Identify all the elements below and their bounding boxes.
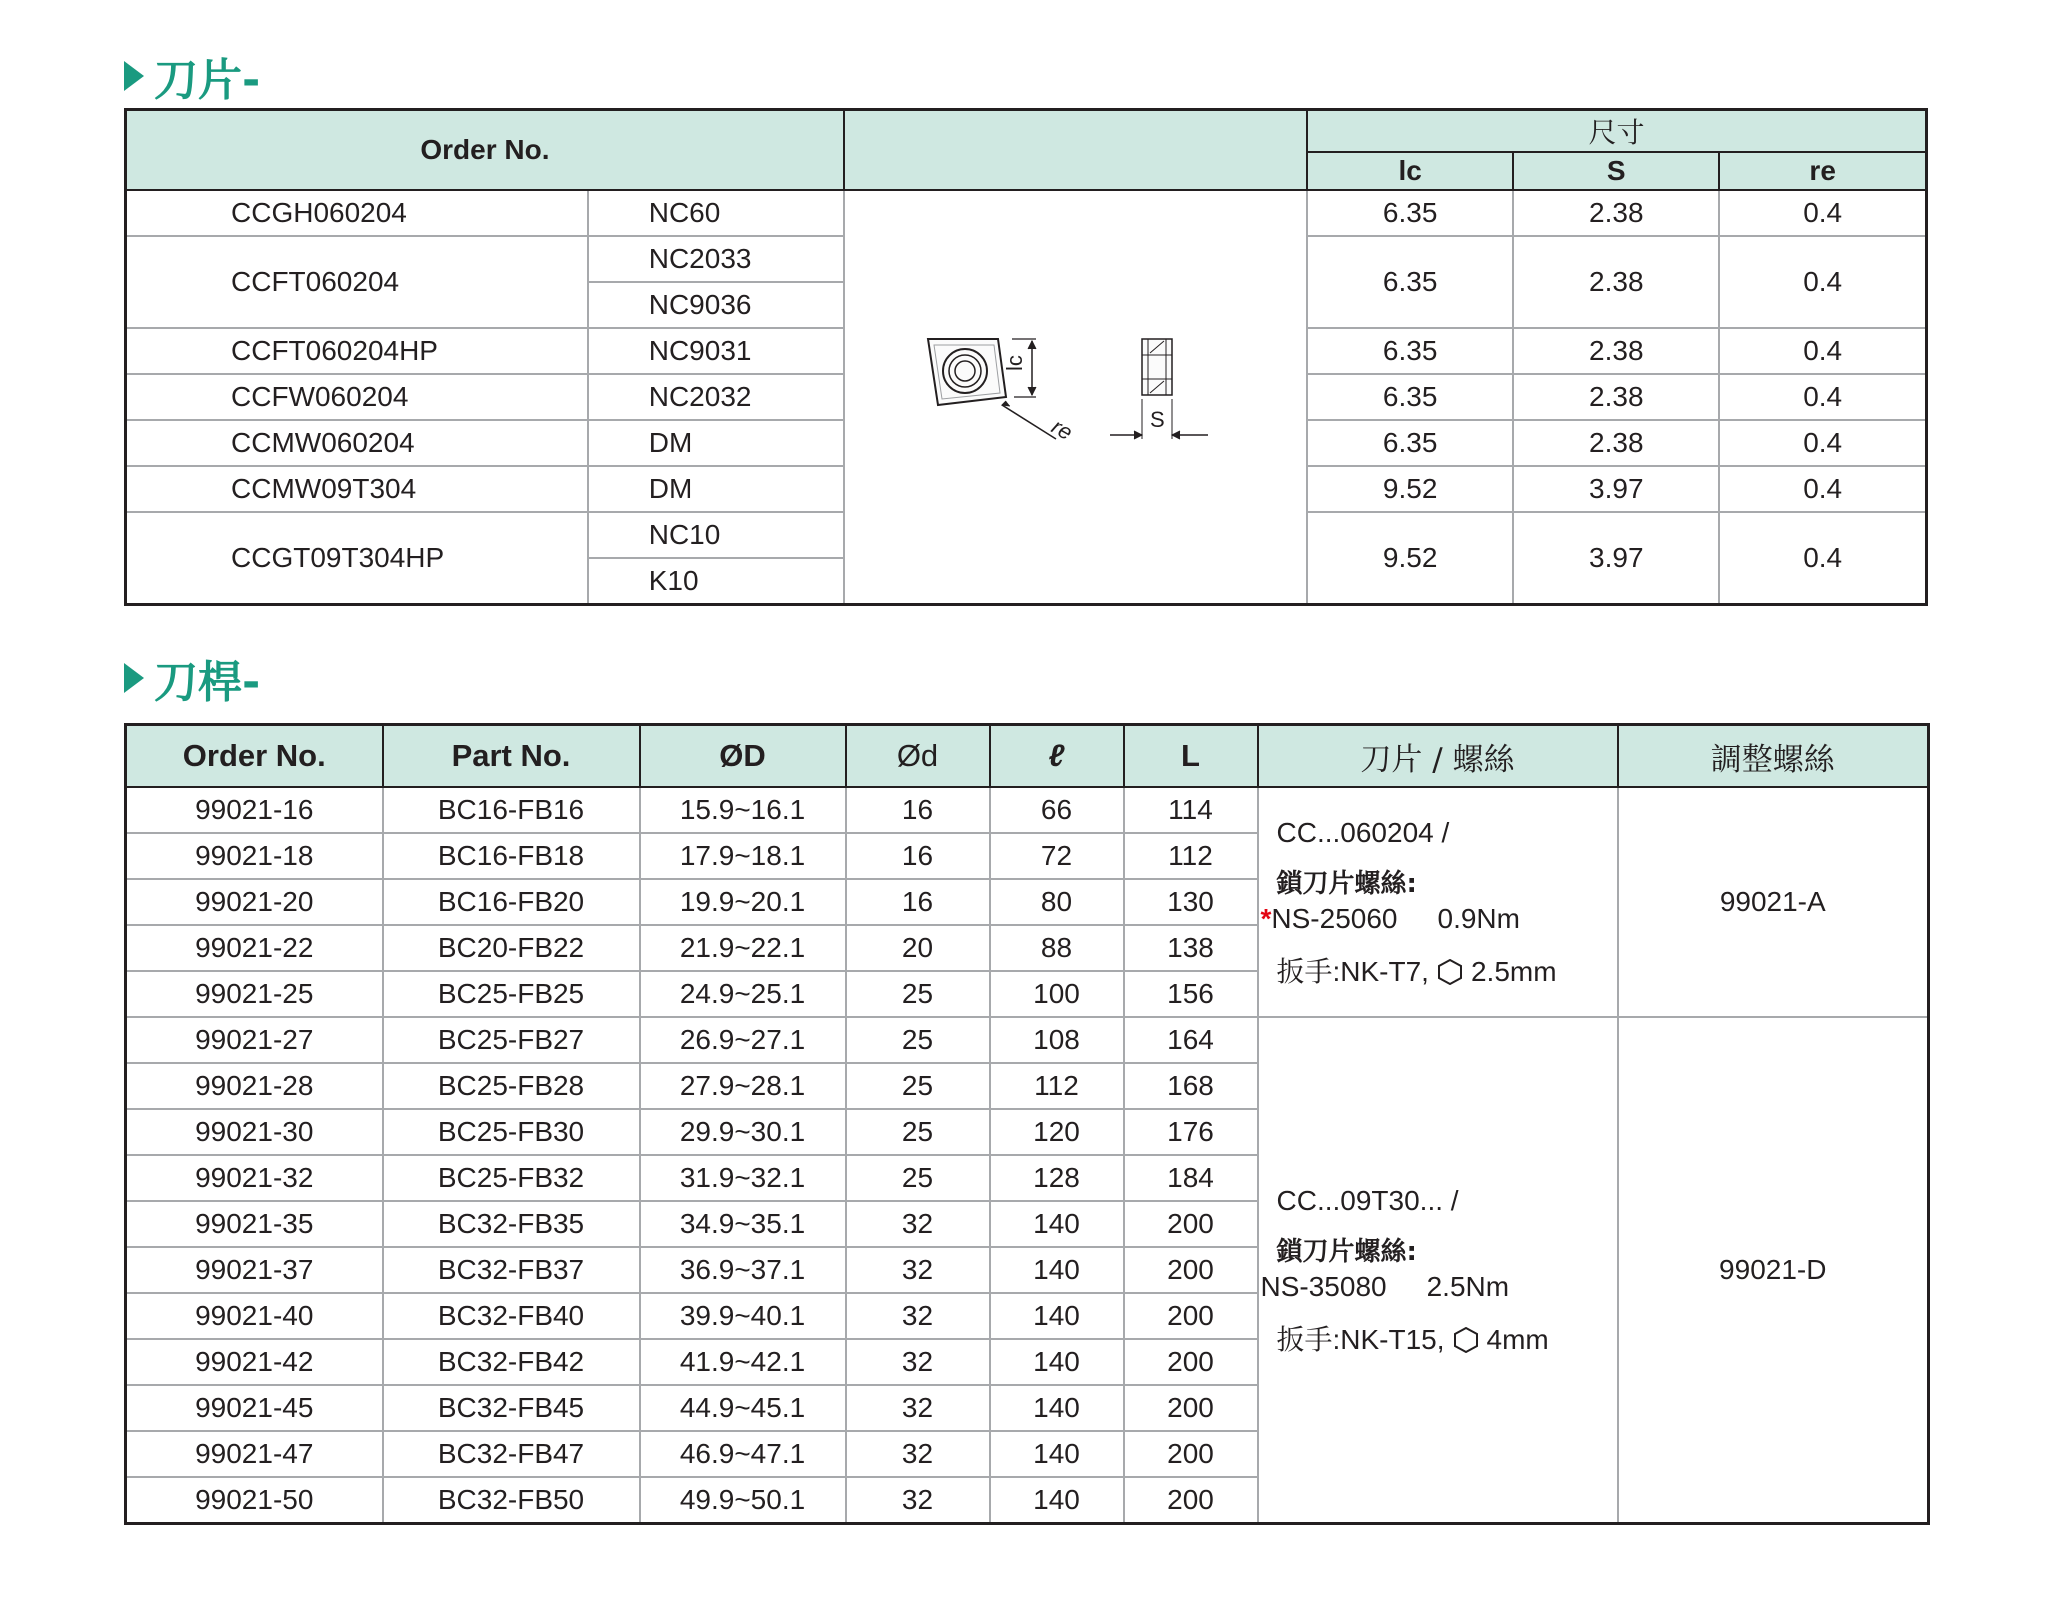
insert-s-cell: 3.97 [1513,512,1719,605]
insert-order-cell: CCGT09T304HP [126,512,588,605]
insert-top-view [928,339,1056,439]
holder-d-cell: 32 [846,1385,990,1431]
star-mark: * [1260,902,1272,934]
holder-D-cell: 19.9~20.1 [640,879,846,925]
insert-section-title-text: 刀片- [154,55,261,106]
hex-size: 2.5mm [1470,955,1557,987]
insert-re-cell: 0.4 [1719,420,1926,466]
holder-table [124,723,1930,1525]
insert-lc-cell: 6.35 [1307,236,1513,328]
holder-D-cell: 46.9~47.1 [640,1431,846,1477]
holder-part-cell: BC32-FB35 [383,1201,640,1247]
insert-grade-cell: NC60 [588,190,844,236]
insert-grade-cell: NC9036 [588,282,844,328]
holder-l-cell: 112 [990,1063,1124,1109]
holder-part-cell: BC32-FB37 [383,1247,640,1293]
holder-header-part-no: Part No. [383,725,640,788]
insert-header-dimensions: 尺寸 [1307,110,1926,153]
insert-grade-cell: NC2033 [588,236,844,282]
holder-D-cell: 49.9~50.1 [640,1477,846,1524]
holder-L-cell: 114 [1124,787,1258,833]
holder-D-cell: 27.9~28.1 [640,1063,846,1109]
diagram-lc-label: lc [1002,354,1028,371]
insert-header-lc: lc [1307,152,1513,190]
holder-order-cell: 99021-37 [126,1247,383,1293]
holder-D-cell: 39.9~40.1 [640,1293,846,1339]
holder-D-cell: 44.9~45.1 [640,1385,846,1431]
insert-header-order-no: Order No. [126,110,844,191]
holder-D-cell: 31.9~32.1 [640,1155,846,1201]
holder-part-cell: BC32-FB40 [383,1293,640,1339]
insert-re-cell: 0.4 [1719,236,1926,328]
holder-d-cell: 32 [846,1477,990,1524]
insert-re-cell: 0.4 [1719,374,1926,420]
holder-L-cell: 112 [1124,833,1258,879]
triangle-bullet-icon [124,61,144,91]
insert-order-cell: CCMW060204 [126,420,588,466]
holder-L-cell: 130 [1124,879,1258,925]
insert-grade-cell: DM [588,466,844,512]
screw-code: NS-25060 [1271,902,1398,934]
holder-D-cell: 36.9~37.1 [640,1247,846,1293]
holder-d-cell: 25 [846,971,990,1017]
holder-section-title [124,646,260,710]
screw-torque: 0.9Nm [1437,902,1520,934]
insert-lc-cell: 6.35 [1307,374,1513,420]
insert-grade-cell: DM [588,420,844,466]
holder-l-cell: 140 [990,1431,1124,1477]
holder-l-cell: 100 [990,971,1124,1017]
holder-L-cell: 200 [1124,1247,1258,1293]
holder-part-cell: BC32-FB45 [383,1385,640,1431]
insert-grade-cell: NC2032 [588,374,844,420]
holder-l-cell: 140 [990,1247,1124,1293]
holder-part-cell: BC16-FB16 [383,787,640,833]
insert-diagram-cell [844,190,1307,605]
holder-l-cell: 140 [990,1339,1124,1385]
holder-l-cell: 140 [990,1477,1124,1524]
insert-lc-cell: 9.52 [1307,466,1513,512]
insert-lc-cell: 6.35 [1307,420,1513,466]
holder-header-D: ØD [640,725,846,788]
holder-L-cell: 168 [1124,1063,1258,1109]
hexagon-icon [1453,1327,1479,1353]
holder-order-cell: 99021-42 [126,1339,383,1385]
holder-l-cell: 80 [990,879,1124,925]
insert-re-cell: 0.4 [1719,466,1926,512]
insert-s-cell: 2.38 [1513,374,1719,420]
holder-l-cell: 120 [990,1109,1124,1155]
holder-D-cell: 24.9~25.1 [640,971,846,1017]
hexagon-icon [1437,959,1463,985]
adjust-screw-cell: 99021-A [1618,787,1929,1017]
holder-part-cell: BC20-FB22 [383,925,640,971]
holder-d-cell: 16 [846,833,990,879]
holder-order-cell: 99021-40 [126,1293,383,1339]
holder-d-cell: 32 [846,1247,990,1293]
insert-lc-cell: 9.52 [1307,512,1513,605]
table-row [126,190,1927,236]
insert-header-s: S [1513,152,1719,190]
holder-d-cell: 32 [846,1431,990,1477]
holder-order-cell: 99021-35 [126,1201,383,1247]
screw-torque: 2.5Nm [1426,1270,1510,1302]
holder-l-cell: 140 [990,1385,1124,1431]
diagram-re-label: re [1047,413,1078,445]
insert-s-cell: 2.38 [1513,420,1719,466]
screw-label: 鎖刀片螺絲: [1276,1237,1417,1268]
table-row [126,787,1929,833]
holder-part-cell: BC16-FB20 [383,879,640,925]
holder-d-cell: 16 [846,787,990,833]
holder-D-cell: 21.9~22.1 [640,925,846,971]
holder-order-cell: 99021-45 [126,1385,383,1431]
insert-re-cell: 0.4 [1719,190,1926,236]
holder-order-cell: 99021-32 [126,1155,383,1201]
holder-section-title-text: 刀桿- [154,657,261,708]
holder-header-order-no: Order No. [126,725,383,788]
holder-header-l: ℓ [990,725,1124,788]
insert-type-text: CC...09T30... / [1276,1185,1459,1217]
screw-code: NS-35080 [1260,1270,1387,1302]
insert-section-title [124,44,260,108]
holder-L-cell: 156 [1124,971,1258,1017]
holder-part-cell: BC32-FB42 [383,1339,640,1385]
holder-d-cell: 25 [846,1063,990,1109]
holder-part-cell: BC25-FB28 [383,1063,640,1109]
holder-D-cell: 34.9~35.1 [640,1201,846,1247]
insert-order-cell: CCMW09T304 [126,466,588,512]
insert-screw-cell [1258,1017,1618,1524]
holder-l-cell: 140 [990,1293,1124,1339]
holder-l-cell: 66 [990,787,1124,833]
screw-label: 鎖刀片螺絲: [1276,869,1417,900]
holder-d-cell: 25 [846,1109,990,1155]
holder-D-cell: 41.9~42.1 [640,1339,846,1385]
insert-header-re: re [1719,152,1926,190]
holder-d-cell: 25 [846,1017,990,1063]
holder-l-cell: 88 [990,925,1124,971]
holder-order-cell: 99021-47 [126,1431,383,1477]
holder-L-cell: 176 [1124,1109,1258,1155]
insert-lc-cell: 6.35 [1307,190,1513,236]
holder-part-cell: BC16-FB18 [383,833,640,879]
insert-s-cell: 3.97 [1513,466,1719,512]
holder-L-cell: 200 [1124,1385,1258,1431]
holder-part-cell: BC25-FB25 [383,971,640,1017]
holder-header-adjust-screw: 調整螺絲 [1618,725,1929,788]
holder-order-cell: 99021-27 [126,1017,383,1063]
holder-part-cell: BC32-FB50 [383,1477,640,1524]
wrench-text: 扳手:NK-T15, [1276,1323,1445,1355]
insert-order-cell: CCFT060204HP [126,328,588,374]
holder-l-cell: 140 [990,1201,1124,1247]
holder-L-cell: 138 [1124,925,1258,971]
holder-l-cell: 128 [990,1155,1124,1201]
holder-order-cell: 99021-50 [126,1477,383,1524]
hex-size: 4mm [1486,1323,1549,1355]
insert-diagram [910,319,1240,469]
holder-L-cell: 184 [1124,1155,1258,1201]
insert-grade-cell: K10 [588,558,844,605]
holder-header-L: L [1124,725,1258,788]
holder-L-cell: 200 [1124,1201,1258,1247]
holder-order-cell: 99021-25 [126,971,383,1017]
holder-order-cell: 99021-28 [126,1063,383,1109]
holder-d-cell: 20 [846,925,990,971]
insert-grade-cell: NC10 [588,512,844,558]
holder-order-cell: 99021-30 [126,1109,383,1155]
insert-re-cell: 0.4 [1719,512,1926,605]
table-row [126,1017,1929,1063]
insert-re-cell: 0.4 [1719,328,1926,374]
holder-L-cell: 164 [1124,1017,1258,1063]
holder-D-cell: 17.9~18.1 [640,833,846,879]
adjust-screw-cell: 99021-D [1618,1017,1929,1524]
holder-d-cell: 16 [846,879,990,925]
holder-d-cell: 32 [846,1339,990,1385]
holder-part-cell: BC25-FB30 [383,1109,640,1155]
insert-header-diagram [844,110,1307,191]
holder-d-cell: 32 [846,1293,990,1339]
holder-L-cell: 200 [1124,1431,1258,1477]
holder-order-cell: 99021-22 [126,925,383,971]
wrench-text: 扳手:NK-T7, [1276,955,1429,987]
insert-type-text: CC...060204 / [1276,817,1450,849]
holder-part-cell: BC32-FB47 [383,1431,640,1477]
insert-s-cell: 2.38 [1513,328,1719,374]
holder-l-cell: 72 [990,833,1124,879]
holder-header-insert-screw: 刀片 / 螺絲 [1258,725,1618,788]
holder-header-d: Ød [846,725,990,788]
insert-order-cell: CCFW060204 [126,374,588,420]
holder-order-cell: 99021-16 [126,787,383,833]
holder-L-cell: 200 [1124,1293,1258,1339]
holder-part-cell: BC25-FB32 [383,1155,640,1201]
holder-l-cell: 108 [990,1017,1124,1063]
insert-s-cell: 2.38 [1513,190,1719,236]
insert-grade-cell: NC9031 [588,328,844,374]
holder-D-cell: 15.9~16.1 [640,787,846,833]
holder-d-cell: 25 [846,1155,990,1201]
triangle-bullet-icon [124,663,144,693]
holder-d-cell: 32 [846,1201,990,1247]
holder-order-cell: 99021-20 [126,879,383,925]
holder-D-cell: 29.9~30.1 [640,1109,846,1155]
holder-order-cell: 99021-18 [126,833,383,879]
insert-order-cell: CCGH060204 [126,190,588,236]
insert-order-cell: CCFT060204 [126,236,588,328]
insert-table [124,108,1928,606]
holder-L-cell: 200 [1124,1477,1258,1524]
holder-part-cell: BC25-FB27 [383,1017,640,1063]
insert-lc-cell: 6.35 [1307,328,1513,374]
diagram-s-label: S [1150,406,1166,432]
holder-D-cell: 26.9~27.1 [640,1017,846,1063]
insert-screw-cell [1258,787,1618,1017]
holder-L-cell: 200 [1124,1339,1258,1385]
insert-s-cell: 2.38 [1513,236,1719,328]
